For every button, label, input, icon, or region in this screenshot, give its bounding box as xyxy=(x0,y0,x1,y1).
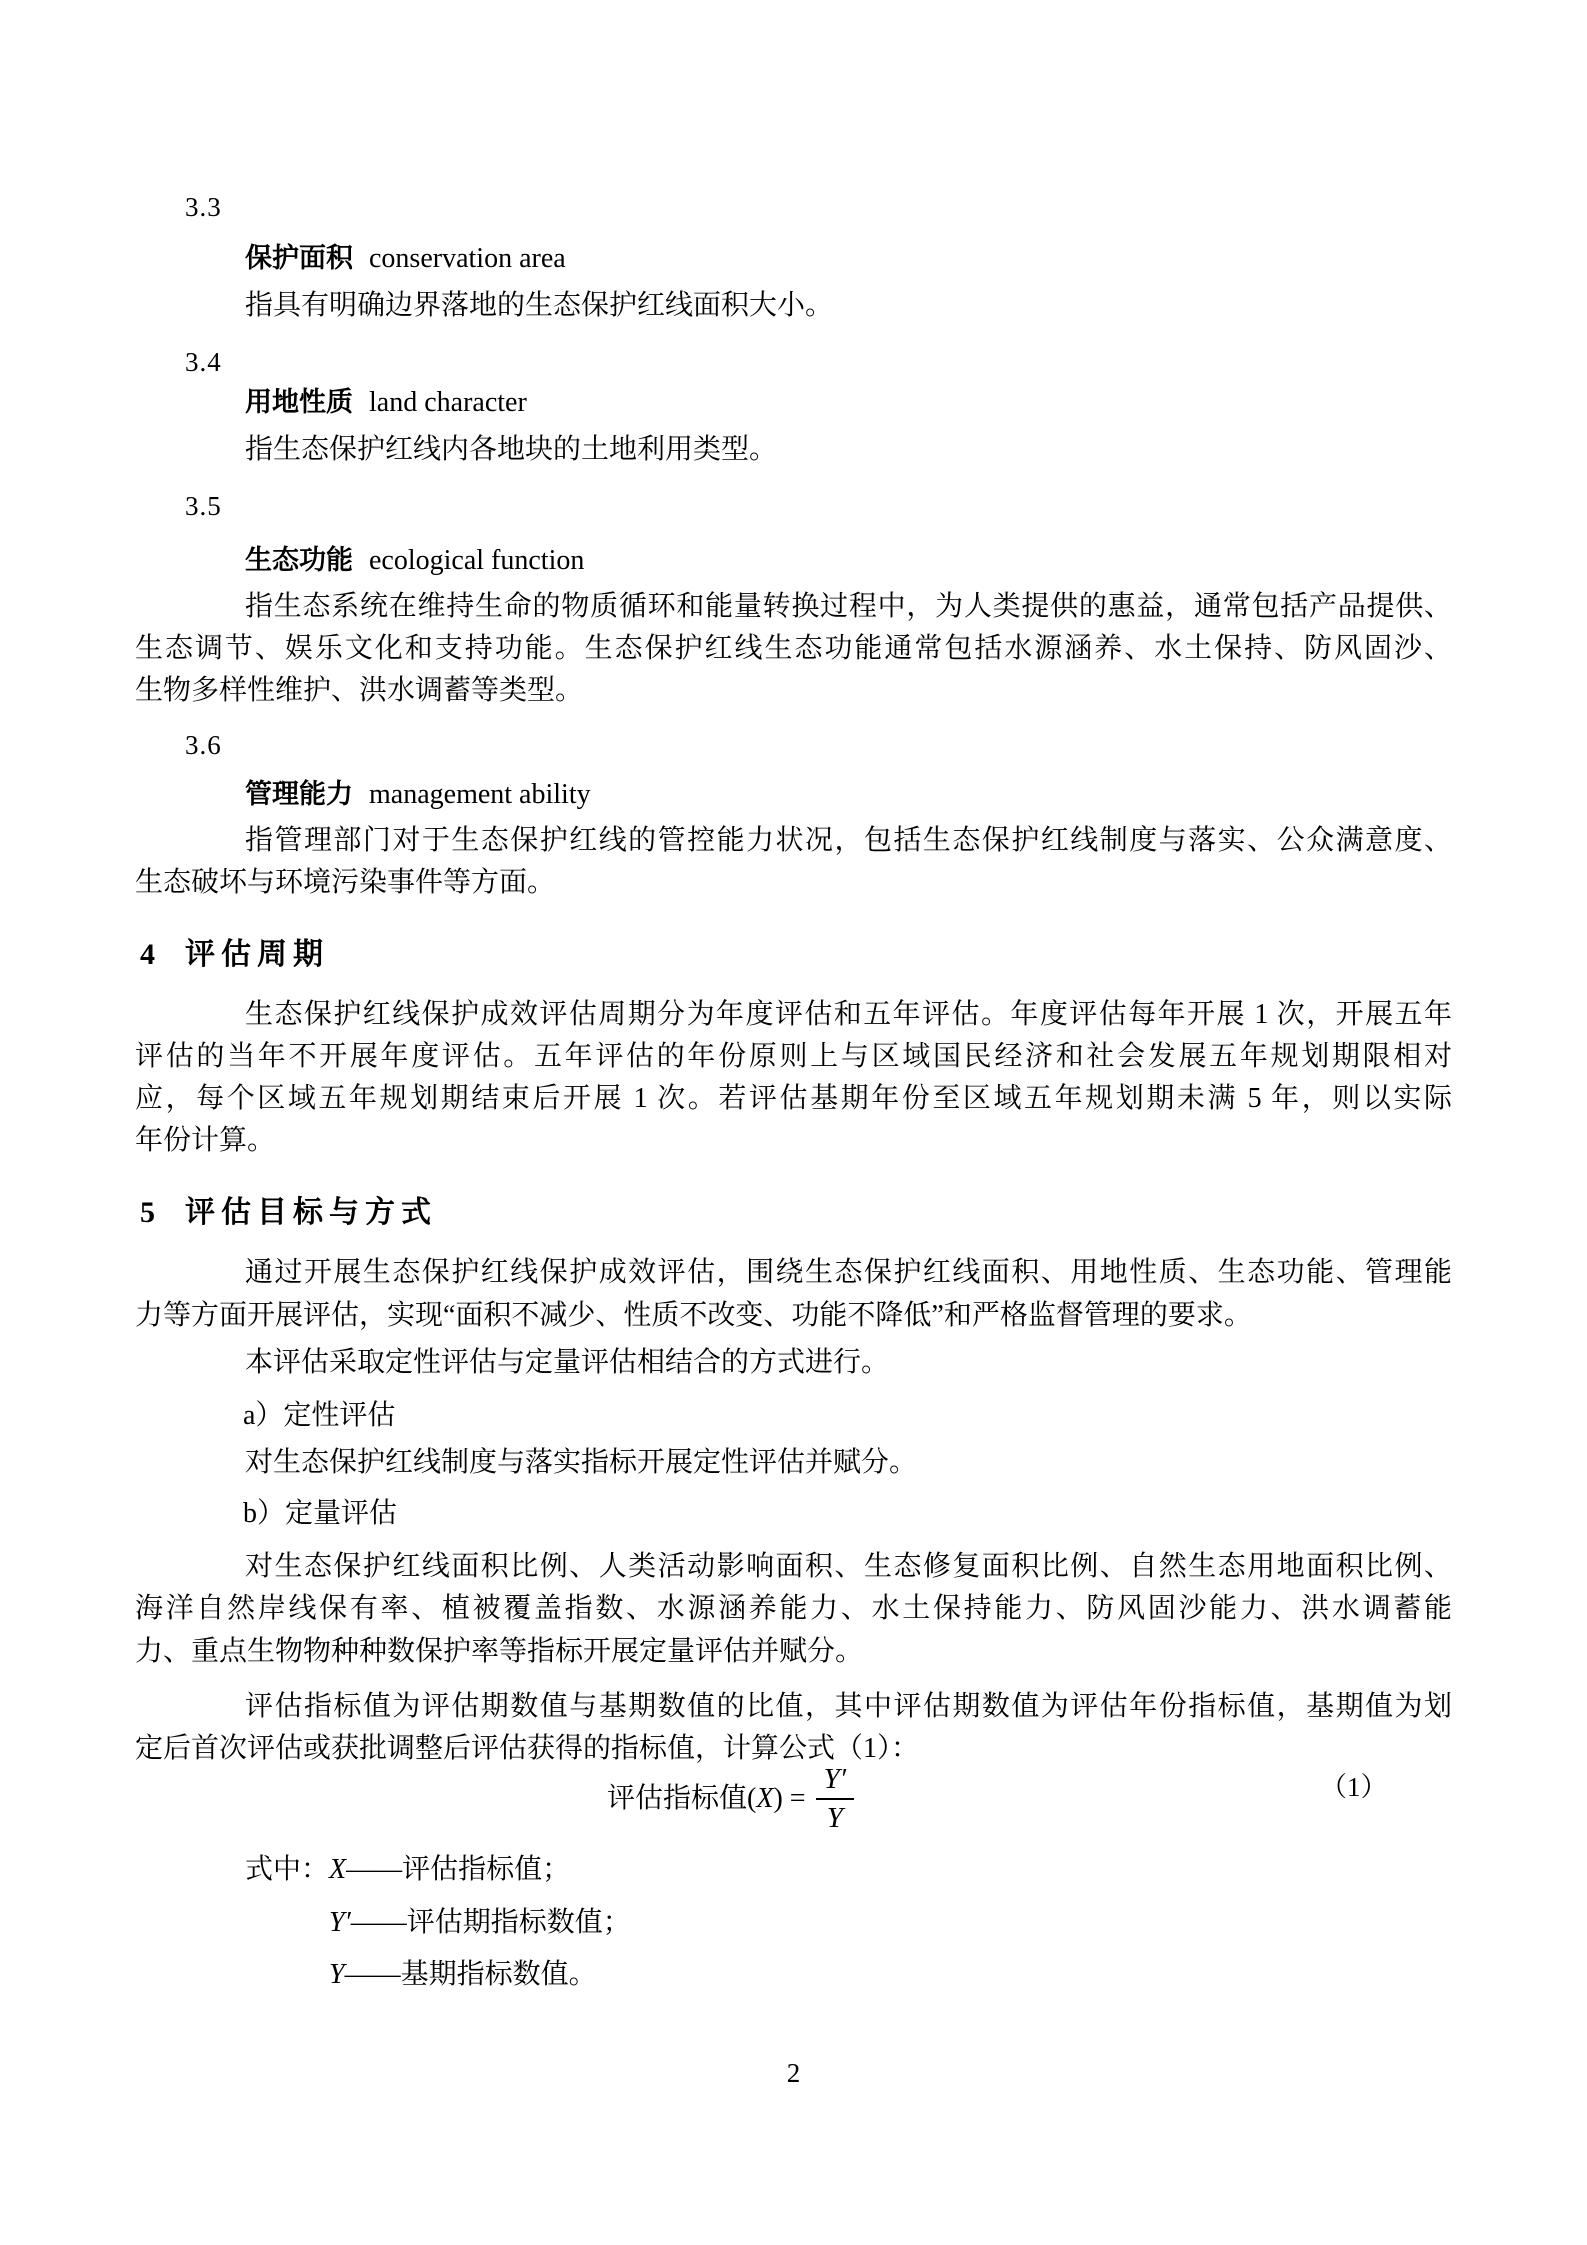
equation-number: （1） xyxy=(1320,1772,1388,1802)
where-var-y: Y xyxy=(329,1959,345,1990)
clause-number: 3.5 xyxy=(185,491,222,521)
formula-equals: ) = xyxy=(773,1783,806,1815)
term-en: conservation area xyxy=(369,243,566,274)
section-heading xyxy=(140,1196,437,1231)
list-item-b: b）定量评估 xyxy=(243,1498,398,1529)
term-en: land character xyxy=(369,387,527,418)
where-var-x: X xyxy=(329,1854,347,1885)
body-line: 评估的当年不开展年度评估。五年评估的年份原则上与区域国民经济和社会发展五年规划期限相对 xyxy=(135,1041,1452,1072)
definition-line: 指生态系统在维持生命的物质循环和能量转换过程中，为人类提供的惠益，通常包括产品提供、 xyxy=(245,591,1452,622)
section-title: 评估目标与方式 xyxy=(185,1196,437,1229)
formula-var-x: X xyxy=(756,1783,774,1815)
term-zh: 管理能力 xyxy=(245,779,353,809)
body-line: 本评估采取定性评估与定量评估相结合的方式进行。 xyxy=(245,1347,890,1378)
definition-line: 生态破坏与环境污染事件等方面。 xyxy=(135,867,556,898)
term-en: ecological function xyxy=(369,545,585,576)
body-line: 定后首次评估或获批调整后评估获得的指标值，计算公式（1）： xyxy=(135,1733,920,1764)
where-desc: ——评估指标值； xyxy=(346,1854,571,1885)
formula-denominator: Y xyxy=(826,1802,843,1835)
body-line: 对生态保护红线制度与落实指标开展定性评估并赋分。 xyxy=(245,1447,918,1478)
definition-line: 指生态保护红线内各地块的土地利用类型。 xyxy=(245,434,778,465)
body-line: 年份计算。 xyxy=(135,1125,276,1156)
where-var-y-prime: Y′ xyxy=(329,1907,351,1938)
definition-line: 生态调节、娱乐文化和支持功能。生态保护红线生态功能通常包括水源涵养、水土保持、防风固沙、 xyxy=(135,633,1452,664)
definition-line: 指具有明确边界落地的生态保护红线面积大小。 xyxy=(245,290,834,321)
where-desc: ——基期指标数值。 xyxy=(344,1959,597,1990)
clause-number: 3.4 xyxy=(185,347,222,377)
formula xyxy=(607,1763,854,1836)
term-line xyxy=(245,243,566,275)
body-line: 生态保护红线保护成效评估周期分为年度评估和五年评估。年度评估每年开展 1 次，开展五年 xyxy=(245,999,1452,1030)
where-prefix: 式中： xyxy=(245,1854,330,1885)
term-line xyxy=(245,545,584,577)
term-zh: 保护面积 xyxy=(245,243,353,273)
where-desc: ——评估期指标数值； xyxy=(350,1907,631,1938)
section-number: 4 xyxy=(140,938,155,971)
body-line: 对生态保护红线面积比例、人类活动影响面积、生态修复面积比例、自然生态用地面积比例、 xyxy=(245,1551,1452,1582)
term-en: management ability xyxy=(369,779,591,810)
clause-number: 3.6 xyxy=(185,730,222,760)
list-item-a: a）定性评估 xyxy=(243,1400,396,1431)
body-line: 海洋自然岸线保有率、植被覆盖指数、水源涵养能力、水土保持能力、防风固沙能力、洪水调蓄能 xyxy=(135,1593,1452,1624)
formula-fraction xyxy=(816,1763,854,1836)
formula-numerator: Y′ xyxy=(816,1763,854,1800)
definition-line: 指管理部门对于生态保护红线的管控能力状况，包括生态保护红线制度与落实、公众满意度、 xyxy=(245,825,1452,856)
term-line xyxy=(245,779,591,811)
body-line: 应，每个区域五年规划期结束后开展 1 次。若评估基期年份至区域五年规划期未满 5 年，则以实际 xyxy=(135,1083,1452,1114)
page-number: 2 xyxy=(786,2058,801,2088)
clause-number: 3.3 xyxy=(185,192,222,222)
definition-line: 生物多样性维护、洪水调蓄等类型。 xyxy=(135,675,584,706)
where-line xyxy=(329,1959,597,1991)
section-title: 评估周期 xyxy=(185,938,329,971)
body-line: 力等方面开展评估，实现“面积不减少、性质不改变、功能不降低”和严格监督管理的要求。 xyxy=(135,1300,1252,1331)
term-zh: 用地性质 xyxy=(245,387,353,417)
formula-lhs: 评估指标值( xyxy=(607,1783,757,1815)
body-line: 评估指标值为评估期数值与基期数值的比值，其中评估期数值为评估年份指标值，基期值为划 xyxy=(245,1691,1452,1722)
term-zh: 生态功能 xyxy=(245,545,353,575)
where-line xyxy=(329,1907,631,1939)
body-line: 通过开展生态保护红线保护成效评估，围绕生态保护红线面积、用地性质、生态功能、管理能 xyxy=(245,1257,1452,1288)
section-heading xyxy=(140,938,329,973)
term-line xyxy=(245,387,527,419)
body-line: 力、重点生物物种种数保护率等指标开展定量评估并赋分。 xyxy=(135,1636,864,1667)
where-line xyxy=(245,1854,570,1886)
section-number: 5 xyxy=(140,1196,155,1229)
